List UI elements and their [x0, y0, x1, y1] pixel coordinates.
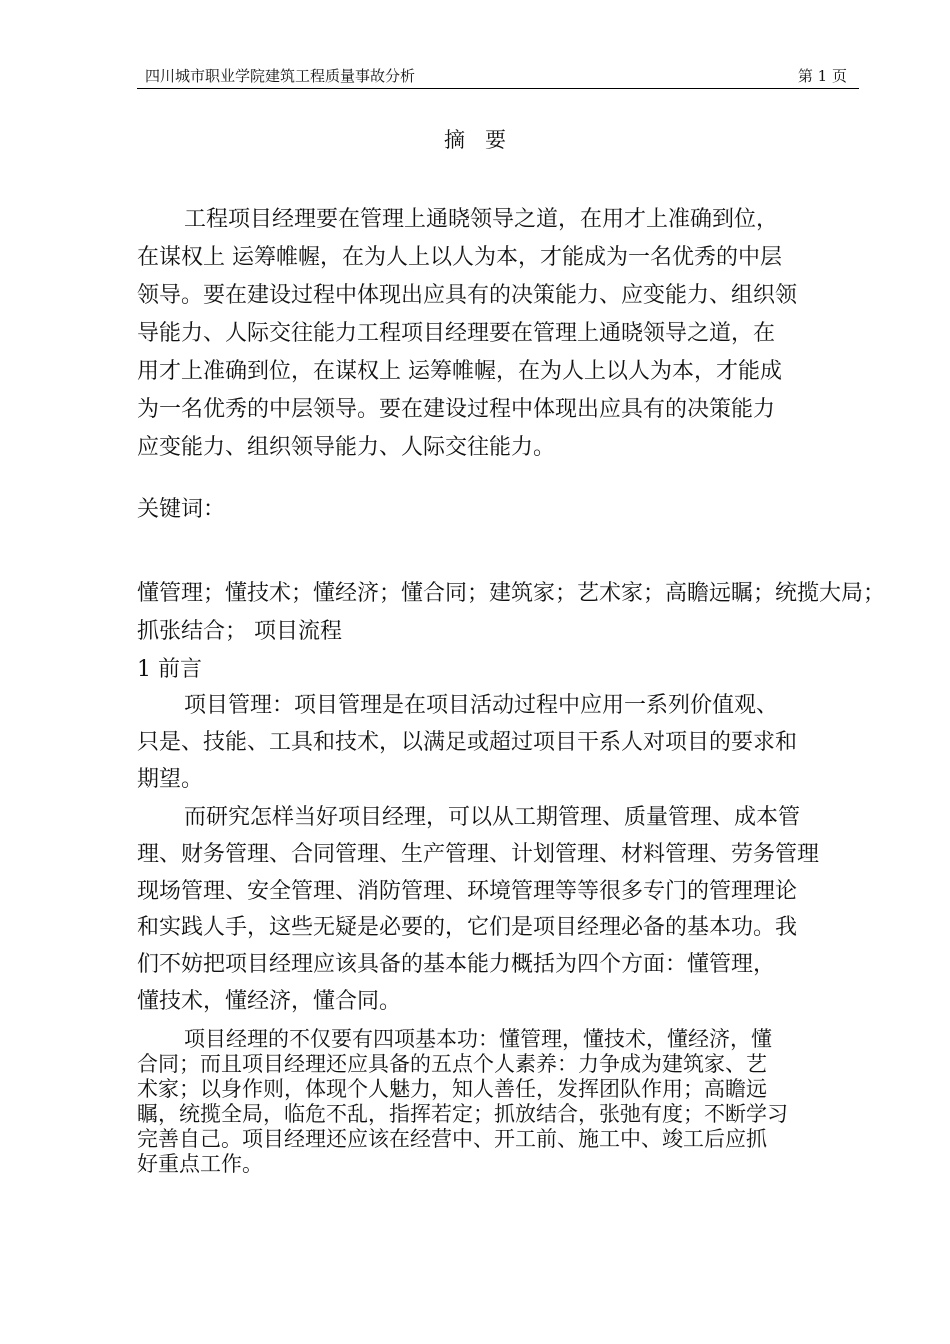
paragraph-line: 瞩，统揽全局，临危不乱，指挥若定；抓放结合，张弛有度；不断学习 [137, 1102, 788, 1126]
paragraph-line: 现场管理、安全管理、消防管理、环境管理等等很多专门的管理理论 [137, 879, 798, 904]
abstract-title: 摘要 [444, 128, 526, 152]
abstract-line: 用才上准确到位，在谋权上 运筹帷幄，在为人上以人为本，才能成 [137, 359, 782, 384]
page-header [137, 66, 859, 89]
paragraph-line: 项目管理：项目管理是在项目活动过程中应用一系列价值观、 [184, 693, 779, 718]
paragraph-line: 们不妨把项目经理应该具备的基本能力概括为四个方面：懂管理， [137, 952, 776, 977]
paragraph-line: 只是、技能、工具和技术，以满足或超过项目干系人对项目的要求和 [137, 730, 798, 755]
abstract-line: 工程项目经理要在管理上通晓领导之道，在用才上准确到位， [184, 207, 779, 232]
paragraph-line: 完善自己。项目经理还应该在经营中、开工前、施工中、竣工后应抓 [137, 1127, 767, 1151]
keywords-line: 抓张结合； 项目流程 [137, 619, 342, 644]
paragraph-line: 和实践人手，这些无疑是必要的，它们是项目经理必备的基本功。我 [137, 915, 798, 940]
section-heading: 1 前言 [137, 657, 202, 682]
abstract-line: 应变能力、组织领导能力、人际交往能力。 [137, 435, 556, 460]
paragraph-line: 理、财务管理、合同管理、生产管理、计划管理、材料管理、劳务管理 [137, 842, 820, 867]
keywords-label: 关键词： [137, 497, 226, 522]
paragraph-line: 期望。 [137, 767, 204, 792]
abstract-line: 在谋权上 运筹帷幄，在为人上以人为本，才能成为一名优秀的中层 [137, 245, 782, 270]
page-number: 第 1 页 [797, 67, 847, 85]
paragraph-line: 术家；以身作则，体现个人魅力，知人善任，发挥团队作用；高瞻远 [137, 1077, 767, 1101]
paragraph-line: 而研究怎样当好项目经理，可以从工期管理、质量管理、成本管 [184, 805, 801, 830]
paragraph-line: 懂技术，懂经济，懂合同。 [137, 989, 402, 1014]
paragraph-line: 好重点工作。 [137, 1152, 263, 1176]
header-title: 四川城市职业学院建筑工程质量事故分析 [145, 67, 416, 85]
abstract-line: 导能力、人际交往能力工程项目经理要在管理上通晓领导之道，在 [137, 321, 776, 346]
paragraph-line: 项目经理的不仅要有四项基本功：懂管理，懂技术，懂经济，懂 [184, 1027, 772, 1051]
abstract-line: 为一名优秀的中层领导。要在建设过程中体现出应具有的决策能力 [137, 397, 776, 422]
abstract-line: 领导。要在建设过程中体现出应具有的决策能力、应变能力、组织领 [137, 283, 798, 308]
paragraph-line: 合同；而且项目经理还应具备的五点个人素养：力争成为建筑家、艺 [137, 1052, 767, 1076]
keywords-line: 懂管理；懂技术；懂经济；懂合同；建筑家；艺术家；高瞻远瞩；统揽大局； [137, 581, 886, 606]
